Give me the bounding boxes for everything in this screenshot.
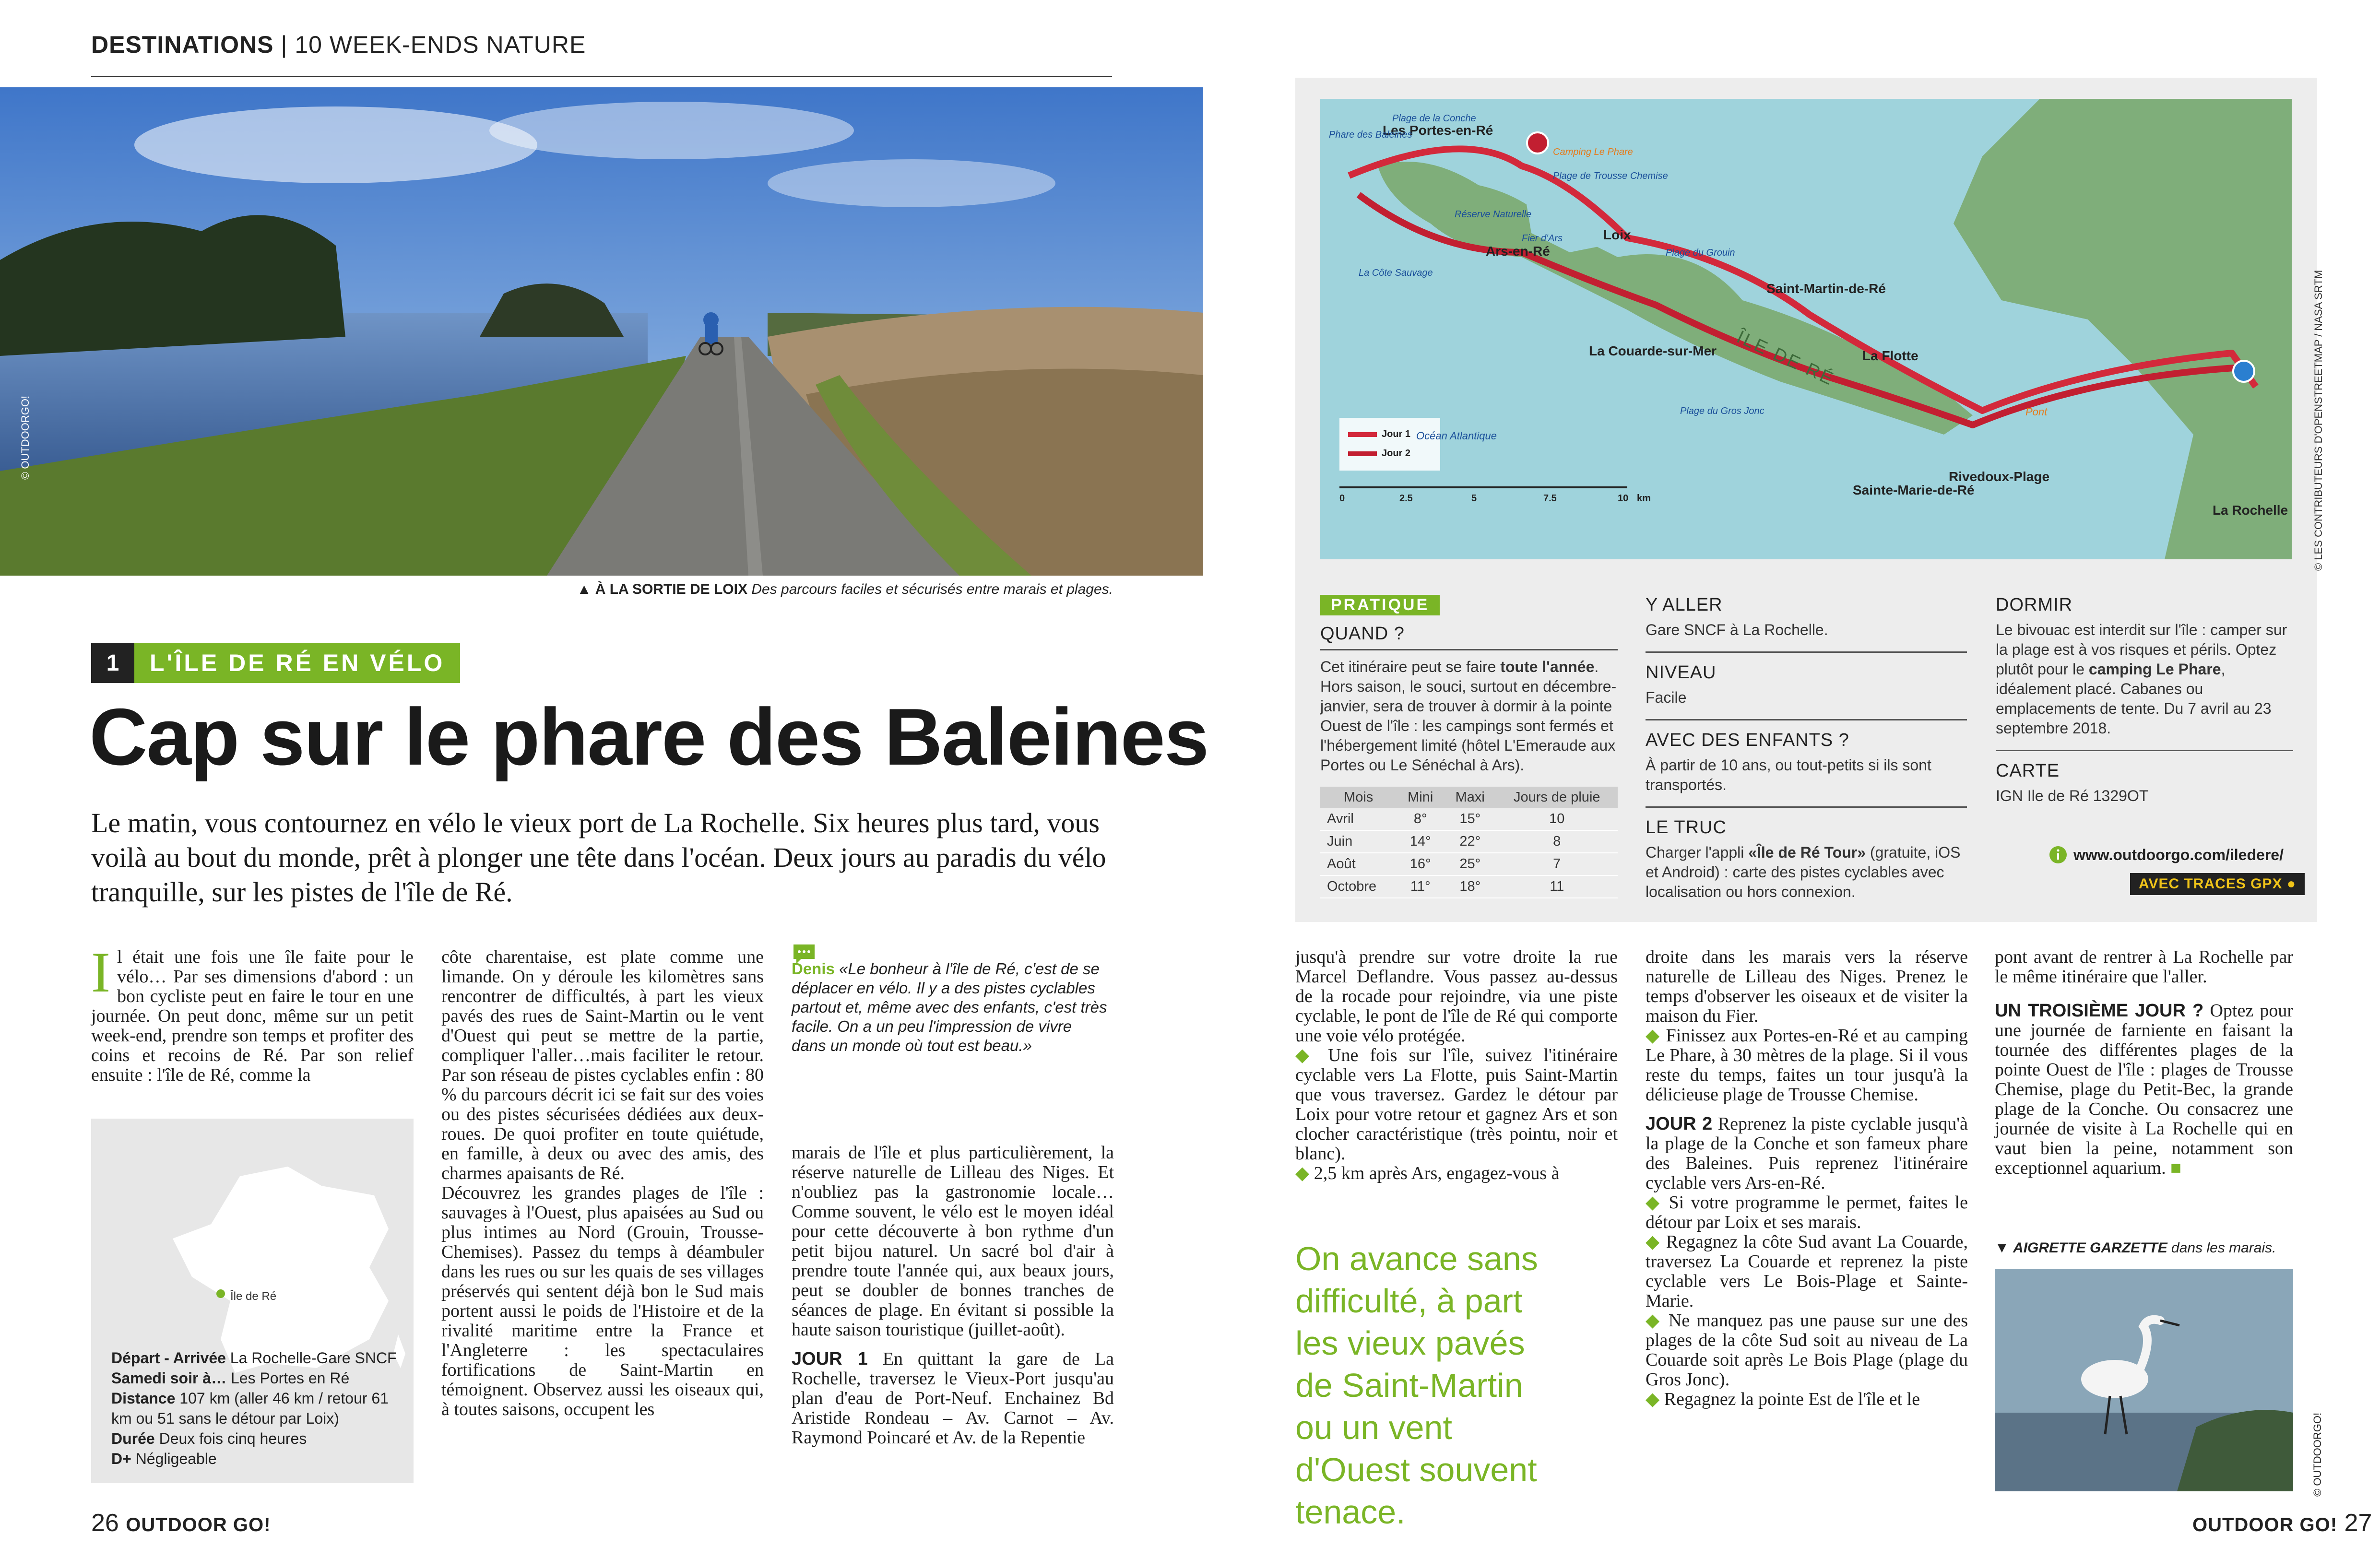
info-icon bbox=[2048, 845, 2068, 864]
map-place-ars: Ars-en-Ré bbox=[1486, 244, 1550, 259]
table-row bbox=[1320, 875, 1618, 898]
scale-unit: km bbox=[1637, 493, 1651, 504]
niveau-title: NIVEAU bbox=[1646, 662, 1717, 683]
quand-section bbox=[1320, 624, 1618, 898]
running-head bbox=[91, 31, 586, 59]
bullet-icon: ◆ bbox=[1646, 1310, 1662, 1331]
pull-quote: On avance sans difficulté, à part les vieux pavés de Saint-Martin ou un vent d'Ouest souvent tenace. bbox=[1295, 1240, 1538, 1531]
quand-rule bbox=[1320, 649, 1618, 650]
cell: 18° bbox=[1444, 875, 1496, 898]
map-place-la-rochelle: La Rochelle bbox=[2213, 503, 2288, 518]
carte-title: CARTE bbox=[1996, 761, 2060, 781]
col3-paragraph-1: marais de l'île et plus particulièrement, la réserve naturelle de Lilleau des Niges. Et n'oubliez pas la gastronomie locale… Comme souvent, le vélo est le moyen idéal pour cette découverte à bon rythme d'un petit bijou naturel. Un sacré bol d'air à prendre toute l'année qui, aux beaux jours, peut se doubler de bonnes tranches de séances de plage. En évitant si possible la haute saison touristique (juillet-août). bbox=[792, 1143, 1114, 1340]
third-day-label: UN TROISIÈME JOUR ? bbox=[1995, 1001, 2204, 1021]
bird-caption-marker: ▼ bbox=[1995, 1240, 2009, 1256]
web-link-url[interactable]: www.outdoorgo.com/iledere/ bbox=[2073, 846, 2284, 863]
body-column-4 bbox=[1295, 947, 1618, 1183]
map-place-portes: Les Portes-en-Ré bbox=[1383, 123, 1493, 138]
legend-jour-2: Jour 2 bbox=[1382, 448, 1411, 459]
quand-text-c: . Hors saison, le souci, surtout en décembre-janvier, sera de trouver à dormir à la pointe Ouest de l'île : les campings sont fermés et l'hébergement limité (hôtel L'Emeraude aux Portes ou Le Sénéchal à Ars). bbox=[1320, 658, 1617, 774]
enfants-title: AVEC DES ENFANTS ? bbox=[1646, 730, 1849, 750]
third-day-text: Optez pour une journée de farniente en faisant la tournée des différentes plages de la pointe Ouest de l'île : plages de Trousse Chemise, plage du Petit-Bec, la grande plage de la Conche. Ou consacrez une journée de visite à La Rochelle qui en vaut bien la peine, notamment son exceptionnel aquarium. bbox=[1995, 1001, 2293, 1178]
route-map bbox=[1320, 99, 2292, 559]
truc-text-a: Charger l'appli bbox=[1646, 844, 1749, 861]
map-place-rivedoux: Rivedoux-Plage bbox=[1949, 469, 2050, 484]
col4-bullet-2: 2,5 km après Ars, engagez-vous à bbox=[1309, 1163, 1560, 1183]
col4-bullet-1: Une fois sur l'île, suivez l'itinéraire cyclable vers La Flotte, puis Saint-Martin que vous traversez. Gardez le détour par Loix pour votre retour et gagnez Ars et son clocher caractéristique (très pointu, noir et blanc). bbox=[1295, 1045, 1618, 1164]
truc-text bbox=[1646, 843, 1967, 902]
cell: Avril bbox=[1320, 808, 1397, 830]
col2-paragraph-2: Découvrez les grandes plages de l'île : sauvages à l'Ouest, plus apaisées au Sud ou plus intimes au Nord (Grouin, Trousse-Chemises). Passez du temps à déambuler dans les rues ou sur les quais de ses villages préservés qui sentent déjà bon le Sud mais portent aussi le poids de l'Histoire et de la rivalité maritime entre la France et l'Angleterre : les spectaculaires fortifications de Saint-Martin en témoignent. Observez aussi les oiseaux qui, à toutes saisons, occupent les bbox=[441, 1183, 764, 1419]
legend-jour-1: Jour 1 bbox=[1382, 429, 1411, 439]
climate-header-maxi: Maxi bbox=[1444, 787, 1496, 808]
web-link[interactable] bbox=[2048, 845, 2284, 864]
location-pin-icon: ● bbox=[2286, 876, 2296, 892]
col5-bullet-5: Regagnez la pointe Est de l'île et le bbox=[1659, 1389, 1920, 1409]
separator: | bbox=[273, 31, 295, 58]
bird-photo-credit: © OUTDOORGO! bbox=[2311, 1412, 2323, 1497]
hero-photo bbox=[0, 87, 1203, 576]
magazine-name-right: OUTDOOR GO! bbox=[2192, 1514, 2338, 1535]
cell: 11 bbox=[1496, 875, 1618, 898]
jour2-label: JOUR 2 bbox=[1646, 1114, 1713, 1134]
bird-caption-title: AIGRETTE GARZETTE bbox=[2013, 1240, 2167, 1256]
drop-cap: I bbox=[91, 940, 110, 1004]
map-credit: © LES CONTRIBUTEURS D'OPENSTREETMAP / NASA SRTM bbox=[2312, 270, 2324, 571]
enfants-text: À partir de 10 ans, ou tout-petits si ils sont transportés. bbox=[1646, 756, 1931, 793]
quand-title: QUAND ? bbox=[1320, 624, 1405, 644]
body-column-1 bbox=[91, 940, 414, 1085]
caption-marker: ▲ bbox=[577, 581, 592, 597]
map-place-sainte-marie: Sainte-Marie-de-Ré bbox=[1853, 483, 1975, 497]
bullet-icon: ◆ bbox=[1646, 1232, 1661, 1252]
rule bbox=[1646, 719, 1967, 720]
climate-header-pluie: Jours de pluie bbox=[1496, 787, 1618, 808]
scale-0: 0 bbox=[1339, 493, 1345, 504]
info-distance-label: Distance bbox=[111, 1390, 176, 1407]
testimony-quote bbox=[792, 959, 1108, 1055]
magazine-name-left: OUTDOOR GO! bbox=[126, 1514, 271, 1535]
info-denivele bbox=[111, 1449, 399, 1469]
egret-illustration bbox=[1995, 1269, 2293, 1491]
end-mark: ■ bbox=[2170, 1158, 2182, 1178]
col5-bullet-4: Ne manquez pas une pause sur une des plages de la côte Sud soit au niveau de La Couarde soit après Le Bois Plage (plage du Gros Jonc). bbox=[1646, 1310, 1968, 1390]
subsection-name: 10 WEEK-ENDS NATURE bbox=[295, 31, 586, 58]
col4-paragraph-1: jusqu'à prendre sur votre droite la rue Marcel Deflandre. Vous passez au-dessus de la rocade pour rejoindre, via une piste cyclable, le pont de l'île de Ré qui comporte une voie vélo protégée. bbox=[1295, 947, 1618, 1046]
col5-bullet-2: Si votre programme le permet, faites le détour par Loix et ses marais. bbox=[1646, 1192, 1968, 1232]
col6-paragraph-1: pont avant de rentrer à La Rochelle par le même itinéraire que l'aller. bbox=[1995, 947, 2293, 987]
dormir-text bbox=[1996, 620, 2293, 738]
rule bbox=[1996, 750, 2293, 751]
bullet-icon: ◆ bbox=[1295, 1045, 1316, 1065]
folio-left bbox=[91, 1509, 271, 1537]
col5-paragraph-1: droite dans les marais vers la réserve naturelle de Lilleau des Niges. Prenez le temps d'observer les oiseaux et de visiter la maison du Fier. bbox=[1646, 947, 1968, 1026]
info-duree-label: Durée bbox=[111, 1430, 155, 1447]
col1-text: l était une fois une île faite pour le vélo… Par ses dimensions d'abord : un bon cycliste peut en faire le tour en une journée. On peut donc, même sur un petit week-end, prendre son temps et profiter des coins et recoins de Ré. Par son relief ensuite : l'île de Ré, comme la bbox=[91, 947, 414, 1085]
page-number-right: 27 bbox=[2344, 1509, 2372, 1537]
col5-bullet-1: Finissez aux Portes-en-Ré et au camping Le Phare, à 30 mètres de la plage. Si il vous reste du temps, faites un tour jusqu'à la délicieuse plage de Trousse Chemise. bbox=[1646, 1026, 1968, 1105]
body-column-3 bbox=[792, 1143, 1114, 1448]
y-aller-text: Gare SNCF à La Rochelle. bbox=[1646, 621, 1828, 638]
table-row bbox=[1320, 830, 1618, 853]
cell: Octobre bbox=[1320, 875, 1397, 898]
section-name: DESTINATIONS bbox=[91, 31, 274, 58]
cell: Août bbox=[1320, 853, 1397, 875]
y-aller-title: Y ALLER bbox=[1646, 595, 1723, 615]
map-place-saint-martin: Saint-Martin-de-Ré bbox=[1766, 281, 1886, 296]
caption-text: Des parcours faciles et sécurisés entre marais et plages. bbox=[751, 581, 1113, 597]
article-title: Cap sur le phare des Baleines bbox=[89, 692, 1208, 782]
map-place-conche: Plage de la Conche bbox=[1392, 113, 1476, 124]
map-place-fier: Fier d'Ars bbox=[1522, 233, 1563, 244]
carte-text: IGN Ile de Ré 1329OT bbox=[1996, 787, 2149, 804]
dormir-text-a: Le bivouac est interdit sur l'île : camper sur la plage est à vos risques et périls. Optez plutôt pour le bbox=[1996, 621, 2287, 678]
climate-table bbox=[1320, 787, 1618, 898]
map-place-gros-jonc: Plage du Gros Jonc bbox=[1680, 406, 1764, 416]
route-details bbox=[111, 1348, 399, 1469]
jour1-text: En quittant la gare de La Rochelle, traversez le Vieux-Port jusqu'au plan d'eau de Port-Neuf. Enchainez Bd Aristide Rondeau – Av. Carnot – Av. Raymond Poincaré et Av. de la Repentie bbox=[792, 1349, 1114, 1448]
col5-bullet-3: Regagnez la côte Sud avant La Couarde, traversez La Couarde et reprenez la piste cyclable vers Le Bois-Plage et Sainte-Marie. bbox=[1646, 1232, 1968, 1311]
cell: 16° bbox=[1397, 853, 1444, 875]
niveau-text: Facile bbox=[1646, 689, 1687, 706]
table-row bbox=[1320, 808, 1618, 830]
body-column-5 bbox=[1646, 947, 1968, 1409]
egret-photo bbox=[1995, 1269, 2293, 1491]
info-denivele-label: D+ bbox=[111, 1450, 131, 1467]
bullet-icon: ◆ bbox=[1646, 1026, 1661, 1046]
scale-7-5: 7.5 bbox=[1543, 493, 1557, 504]
quote-author: Denis bbox=[792, 960, 835, 978]
bird-caption-text: dans les marais. bbox=[2167, 1240, 2276, 1256]
gpx-label: AVEC TRACES GPX bbox=[2139, 876, 2283, 892]
caption-title: À LA SORTIE DE LOIX bbox=[595, 581, 747, 597]
cell: 14° bbox=[1397, 830, 1444, 853]
ile-de-re-route-map bbox=[1320, 99, 2292, 559]
cell: 8 bbox=[1496, 830, 1618, 853]
photo-credit: © OUTDOORGO! bbox=[19, 395, 31, 480]
jour1-label: JOUR 1 bbox=[792, 1349, 868, 1369]
truc-text-c: (gratuite, iOS et Android) : carte des pistes cyclables avec localisation ou hors connexion. bbox=[1646, 844, 1961, 900]
map-island-name: ÎLE DE RÉ bbox=[1733, 327, 1838, 390]
bullet-icon: ◆ bbox=[1646, 1389, 1660, 1409]
info-distance bbox=[111, 1388, 399, 1428]
quand-text-b: toute l'année bbox=[1500, 658, 1595, 675]
map-place-loix: Loix bbox=[1603, 227, 1631, 242]
map-place-cote-sauvage: La Côte Sauvage bbox=[1359, 268, 1433, 278]
map-place-flotte: La Flotte bbox=[1862, 348, 1918, 363]
quand-text bbox=[1320, 657, 1618, 775]
cell: 15° bbox=[1444, 808, 1496, 830]
bullet-icon: ◆ bbox=[1295, 1163, 1310, 1183]
info-samedi-value: Les Portes en Ré bbox=[226, 1369, 350, 1387]
quote-text: «Le bonheur à l'île de Ré, c'est de se déplacer en vélo. Il y a des pistes cyclables partout et, même avec des enfants, c'est très facile. On a un peu l'impression de vivre dans un monde où tout est beau.» bbox=[792, 960, 1107, 1054]
info-duree bbox=[111, 1428, 399, 1449]
map-place-phare: Phare des Baleines bbox=[1329, 130, 1412, 140]
scale-5: 5 bbox=[1471, 493, 1477, 504]
map-place-pont: Pont bbox=[2025, 406, 2048, 418]
page-number-left: 26 bbox=[91, 1509, 119, 1537]
cell: 8° bbox=[1397, 808, 1444, 830]
info-depart bbox=[111, 1348, 399, 1368]
info-distance-value: 107 km (aller 46 km / retour 61 km ou 51 sans le détour par Loix) bbox=[111, 1390, 389, 1427]
scale-2-5: 2.5 bbox=[1399, 493, 1413, 504]
info-samedi-label: Samedi soir à… bbox=[111, 1369, 227, 1387]
climate-header-mini: Mini bbox=[1397, 787, 1444, 808]
body-column-6 bbox=[1995, 947, 2293, 1178]
quand-text-a: Cet itinéraire peut se faire bbox=[1320, 658, 1501, 675]
bullet-icon: ◆ bbox=[1646, 1192, 1662, 1213]
col2-paragraph-1: côte charentaise, est plate comme une limande. On y déroule les kilomètres sans rencontrer de difficultés, à part les vieux pavés des rues de Saint-Martin ou le vent d'Ouest qui peut se mettre de la partie, compliquer l'aller…mais faciliter le retour. Par son réseau de pistes cyclables enfin : 80 % du parcours décrit ici se fait sur des voies ou des pistes sécurisées dédiées aux deux-roues. De quoi profiter en toute quiétude, en famille, à deux ou avec des amis, des charmes apaisants de Ré. bbox=[441, 947, 764, 1183]
cell: 7 bbox=[1496, 853, 1618, 875]
dormir-title: DORMIR bbox=[1996, 595, 2073, 615]
section-label: L'ÎLE DE RÉ EN VÉLO bbox=[134, 643, 460, 683]
dormir-text-b: camping Le Phare bbox=[2088, 661, 2221, 678]
rule bbox=[1646, 806, 1967, 808]
climate-header-mois: Mois bbox=[1320, 787, 1397, 808]
map-place-reserve: Réserve Naturelle bbox=[1455, 209, 1532, 220]
practical-column-c bbox=[1996, 595, 2293, 806]
cyclist-path-illustration bbox=[0, 87, 1203, 576]
map-place-ocean: Océan Atlantique bbox=[1416, 430, 1497, 442]
dormir-text-c: , idéalement placé. Cabanes ou emplacements de tente. Du 7 avril au 23 septembre 2018. bbox=[1996, 661, 2272, 737]
route-info-box bbox=[91, 1119, 414, 1483]
info-duree-value: Deux fois cinq heures bbox=[154, 1430, 307, 1447]
info-denivele-value: Négligeable bbox=[131, 1450, 217, 1467]
info-depart-value: La Rochelle-Gare SNCF bbox=[225, 1349, 397, 1367]
section-tag bbox=[91, 643, 460, 683]
header-rule bbox=[91, 76, 1112, 77]
body-column-2 bbox=[441, 947, 764, 1419]
section-number: 1 bbox=[91, 643, 134, 683]
climate-header-row bbox=[1320, 787, 1618, 808]
map-place-trousse-chemise: Plage de Trousse Chemise bbox=[1553, 171, 1668, 181]
cell: Juin bbox=[1320, 830, 1397, 853]
info-samedi bbox=[111, 1368, 399, 1388]
bird-caption bbox=[1995, 1240, 2293, 1256]
scale-10: 10 bbox=[1618, 493, 1629, 504]
truc-text-b: «Île de Ré Tour» bbox=[1748, 844, 1866, 861]
cell: 11° bbox=[1397, 875, 1444, 898]
table-row bbox=[1320, 853, 1618, 875]
map-place-couarde: La Couarde-sur-Mer bbox=[1589, 343, 1717, 358]
rule bbox=[1646, 651, 1967, 653]
article-lead: Le matin, vous contournez en vélo le vieux port de La Rochelle. Six heures plus tard, vous voilà au bout du monde, prêt à plonger une tête dans l'océan. Deux jours au paradis du vélo tranquille, sur les pistes de l'île de Ré. bbox=[91, 807, 1106, 908]
map-place-grouin: Plage du Grouin bbox=[1666, 248, 1735, 258]
folio-right bbox=[2192, 1509, 2372, 1537]
truc-title: LE TRUC bbox=[1646, 817, 1727, 838]
cell: 22° bbox=[1444, 830, 1496, 853]
ile-de-re-marker-label: Île de Ré bbox=[230, 1290, 277, 1303]
gpx-badge[interactable] bbox=[2130, 873, 2305, 895]
pratique-badge: PRATIQUE bbox=[1320, 595, 1440, 615]
photo-caption bbox=[518, 581, 1113, 598]
cell: 10 bbox=[1496, 808, 1618, 830]
jour2-text: Reprenez la piste cyclable jusqu'à la plage de la Conche et son fameux phare des Baleines. Puis reprenez l'itinéraire cyclable vers Ars-en-Ré. bbox=[1646, 1114, 1968, 1193]
info-depart-label: Départ - Arrivée bbox=[111, 1349, 226, 1367]
cell: 25° bbox=[1444, 853, 1496, 875]
practical-column-b bbox=[1646, 595, 1967, 902]
map-place-camping: Camping Le Phare bbox=[1553, 147, 1633, 157]
